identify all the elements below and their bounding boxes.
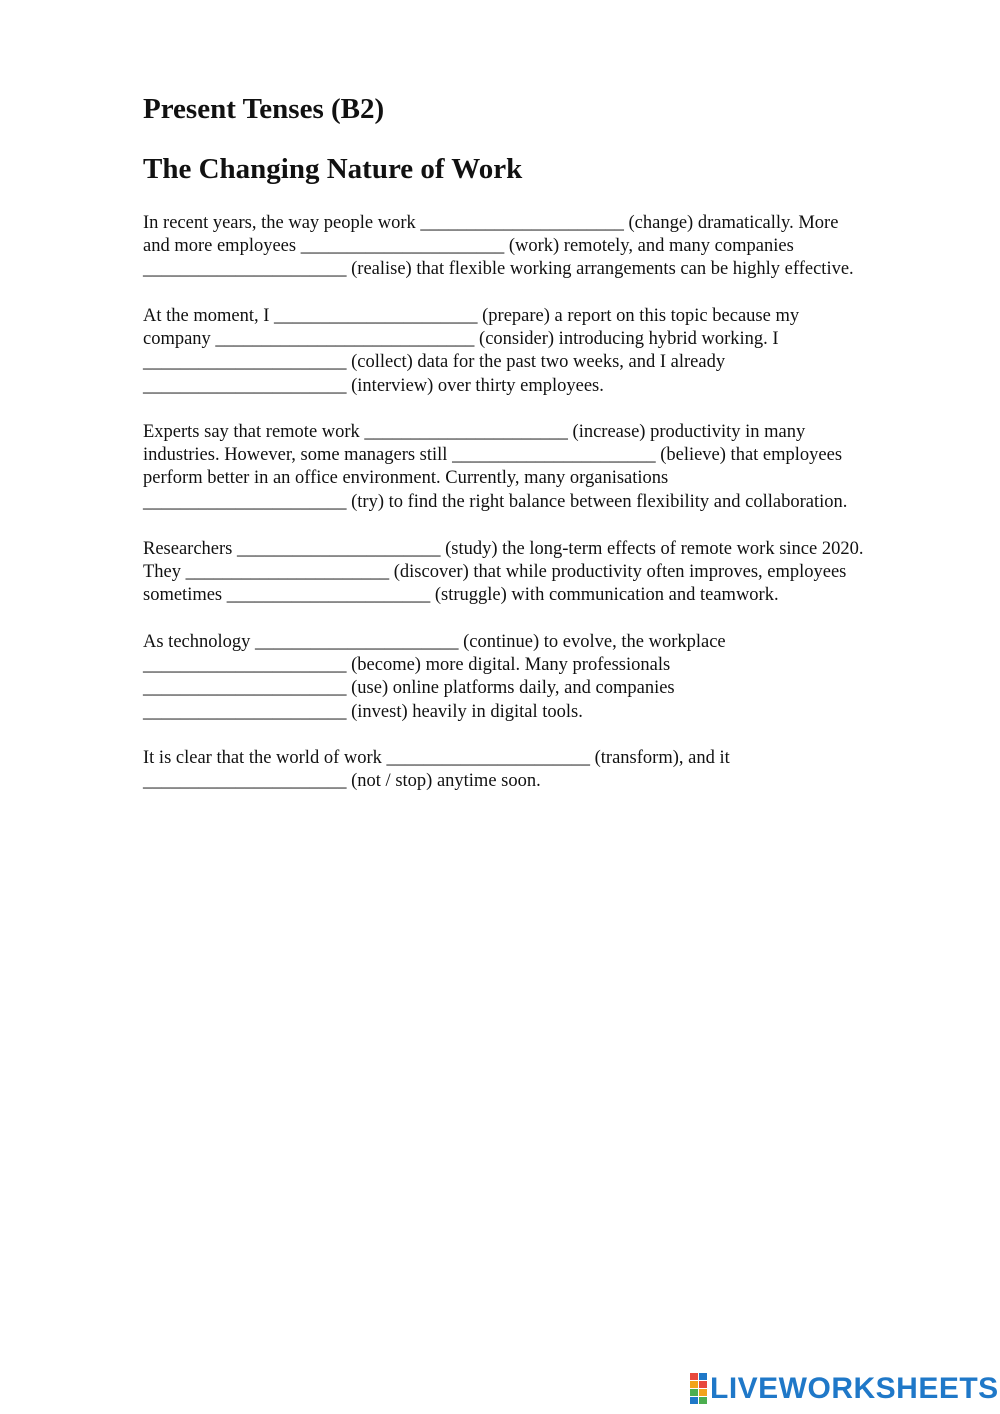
text-line: ______________________ (try) to find the right balance between flexibility and collaboration. [143, 491, 848, 512]
text-line: perform better in an office environment. Currently, many organisations [143, 468, 669, 489]
worksheet-subtitle: The Changing Nature of Work [143, 153, 523, 185]
text-line: ______________________ (collect) data for the past two weeks, and I already [143, 352, 726, 373]
text-line: sometimes ______________________ (struggle) with communication and teamwork. [143, 585, 779, 606]
text-line: ______________________ (use) online platforms daily, and companies [143, 678, 675, 699]
liveworksheets-logo-icon [690, 1373, 708, 1405]
paragraph-4 [143, 538, 943, 608]
text-line: ______________________ (not / stop) anytime soon. [143, 771, 541, 792]
paragraph-5 [143, 631, 943, 724]
text-line: It is clear that the world of work ______________________ (transform), and it [143, 748, 730, 768]
liveworksheets-logo [690, 1372, 999, 1406]
worksheet-title: Present Tenses (B2) [143, 93, 385, 125]
text-line: Experts say that remote work ______________________ (increase) productivity in many [143, 422, 806, 442]
paragraph-6 [143, 747, 943, 793]
paragraph-1 [143, 212, 943, 282]
text-line: They ______________________ (discover) that while productivity often improves, employees [143, 562, 847, 583]
text-line: ______________________ (invest) heavily in digital tools. [143, 701, 583, 722]
text-line: ______________________ (become) more digital. Many professionals [143, 655, 671, 676]
text-line: ______________________ (realise) that flexible working arrangements can be highly effective. [143, 259, 854, 280]
text-line: company ____________________________ (consider) introducing hybrid working. I [143, 329, 779, 350]
text-line: industries. However, some managers still ______________________ (believe) that employees [143, 445, 843, 466]
text-line: Researchers ______________________ (study) the long-term effects of remote work since 2020. [143, 539, 864, 559]
text-line: In recent years, the way people work ______________________ (change) dramatically. More [143, 213, 839, 233]
text-line: and more employees ______________________ (work) remotely, and many companies [143, 236, 794, 257]
liveworksheets-logo-text: LIVEWORKSHEETS [710, 1372, 999, 1405]
text-line: ______________________ (interview) over thirty employees. [143, 375, 604, 396]
text-line: As technology ______________________ (continue) to evolve, the workplace [143, 632, 726, 652]
paragraph-2 [143, 305, 943, 398]
paragraph-3 [143, 421, 943, 514]
text-line: At the moment, I ______________________ (prepare) a report on this topic because my [143, 306, 800, 326]
